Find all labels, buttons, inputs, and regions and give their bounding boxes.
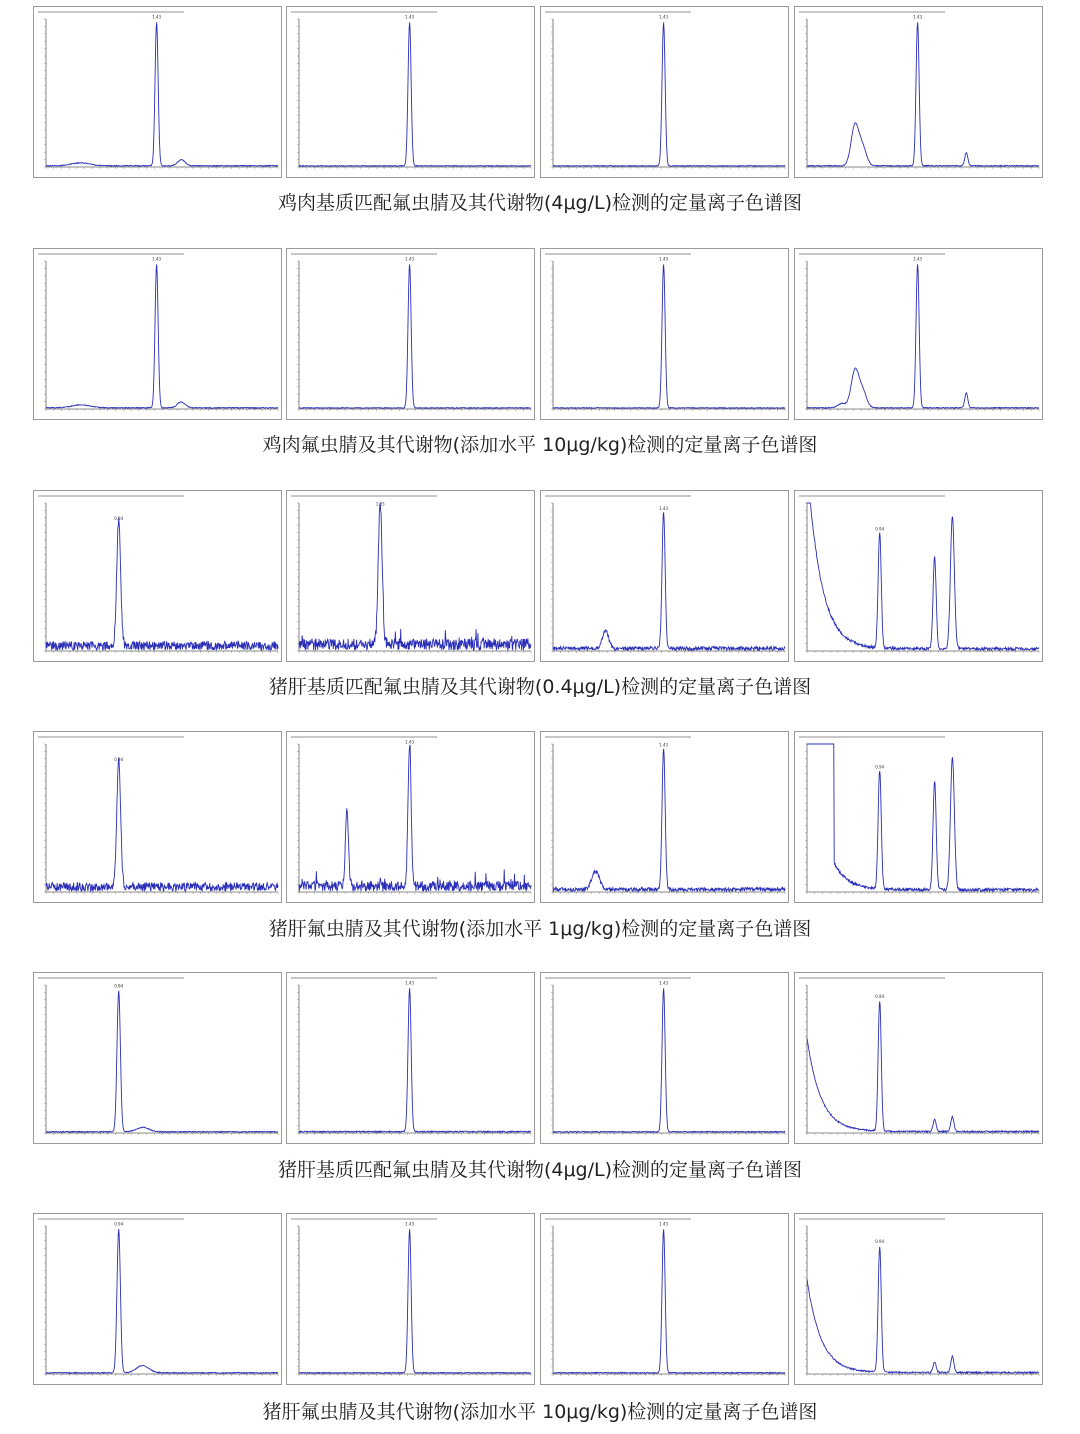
chromatogram-trace (553, 512, 785, 650)
peak-label: 1.43 (659, 505, 669, 511)
chromatogram-panel (33, 6, 282, 178)
chromatogram-svg (541, 973, 790, 1145)
chromatogram-panel (794, 6, 1043, 178)
peak-label: 0.94 (114, 516, 124, 522)
chromatogram-panel (33, 248, 282, 420)
axes (299, 985, 531, 1133)
figure-caption: 鸡肉氟虫腈及其代谢物(添加水平 10μg/kg)检测的定量离子色谱图 (262, 434, 818, 456)
chromatogram-trace (299, 1229, 531, 1373)
peak-label: 0.94 (875, 526, 885, 532)
chromatogram-svg (795, 249, 1044, 421)
peak-label: 1.43 (405, 980, 415, 986)
axes (553, 744, 785, 892)
chromatogram-trace (553, 1229, 785, 1373)
peak-label: 0.94 (875, 764, 885, 770)
chromatogram-panel (794, 248, 1043, 420)
peak-label: 1.43 (659, 256, 669, 262)
chromatogram-panel (540, 248, 789, 420)
peak-label: 1.43 (405, 14, 415, 20)
axes (553, 261, 785, 409)
chromatogram-trace (46, 758, 278, 892)
axes (807, 744, 1039, 892)
chromatogram-svg (34, 732, 283, 904)
peak-label: 1.43 (405, 256, 415, 262)
axes (46, 985, 278, 1133)
chromatogram-trace (807, 22, 1039, 166)
chromatogram-trace (46, 518, 278, 650)
chromatogram-svg (795, 7, 1044, 179)
chromatogram-svg (541, 7, 790, 179)
chromatogram-svg (34, 1214, 283, 1386)
figure-caption: 猪肝基质匹配氟虫腈及其代谢物(0.4μg/L)检测的定量离子色谱图 (268, 676, 812, 698)
chromatogram-trace (807, 1001, 1039, 1132)
chromatogram-trace (46, 991, 278, 1132)
chromatogram-panel (33, 972, 282, 1144)
chromatogram-svg (34, 7, 283, 179)
axes (553, 19, 785, 167)
axes (46, 744, 278, 892)
peak-label: 1.43 (659, 14, 669, 20)
peak-label: 1.43 (405, 739, 415, 745)
chromatogram-svg (541, 249, 790, 421)
peak-label: 0.94 (114, 757, 124, 763)
peak-label: 0.94 (875, 1239, 885, 1245)
peak-label: 1.43 (152, 14, 162, 20)
chromatogram-trace (299, 745, 531, 891)
chromatogram-panel (794, 490, 1043, 662)
chromatogram-panel (286, 1213, 535, 1385)
chromatogram-svg (795, 973, 1044, 1145)
chromatogram-trace (299, 503, 531, 650)
chromatogram-svg (795, 732, 1044, 904)
chromatogram-panel (286, 6, 535, 178)
chromatogram-svg (541, 491, 790, 663)
chromatogram-trace (46, 1229, 278, 1373)
axes (553, 503, 785, 651)
chromatogram-panel (286, 972, 535, 1144)
axes (46, 503, 278, 651)
axes (553, 1226, 785, 1374)
chromatogram-panel (540, 1213, 789, 1385)
chromatogram-panel (794, 731, 1043, 903)
chromatogram-trace (807, 264, 1039, 408)
axes (46, 261, 278, 409)
chromatogram-trace (553, 988, 785, 1132)
chromatogram-trace (807, 744, 1039, 891)
chromatogram-svg (34, 249, 283, 421)
chromatogram-trace (553, 22, 785, 166)
axes (299, 19, 531, 167)
chromatogram-trace (46, 22, 278, 166)
chromatogram-panel (286, 490, 535, 662)
chromatogram-svg (541, 732, 790, 904)
axes (807, 985, 1039, 1133)
chromatogram-svg (34, 491, 283, 663)
axes (46, 1226, 278, 1374)
chromatogram-trace (46, 264, 278, 408)
chromatogram-panel (794, 1213, 1043, 1385)
peak-label: 1.43 (659, 980, 669, 986)
chromatogram-svg (795, 1214, 1044, 1386)
chromatogram-svg (34, 973, 283, 1145)
chromatogram-svg (287, 1214, 536, 1386)
figure-caption: 鸡肉基质匹配氟虫腈及其代谢物(4μg/L)检测的定量离子色谱图 (277, 192, 803, 214)
chromatogram-trace (553, 749, 785, 892)
chromatogram-svg (795, 491, 1044, 663)
peak-label: 1.43 (913, 14, 923, 20)
figure-caption: 猪肝基质匹配氟虫腈及其代谢物(4μg/L)检测的定量离子色谱图 (277, 1159, 803, 1181)
chromatogram-trace (299, 988, 531, 1132)
axes (553, 985, 785, 1133)
chromatogram-panel (540, 490, 789, 662)
chromatogram-panel (540, 6, 789, 178)
figure-caption: 猪肝氟虫腈及其代谢物(添加水平 10μg/kg)检测的定量离子色谱图 (262, 1401, 818, 1423)
peak-label: 1.43 (152, 256, 162, 262)
chromatogram-panel (33, 1213, 282, 1385)
axes (299, 261, 531, 409)
chromatogram-svg (287, 973, 536, 1145)
peak-label: 0.94 (875, 993, 885, 999)
axes (46, 19, 278, 167)
peak-label: 1.43 (659, 1221, 669, 1227)
peak-label: 1.43 (659, 742, 669, 748)
axes (807, 261, 1039, 409)
chromatogram-trace (553, 264, 785, 408)
chromatogram-panel (286, 731, 535, 903)
chromatogram-svg (541, 1214, 790, 1386)
axes (299, 1226, 531, 1374)
axes (299, 503, 531, 651)
chromatogram-panel (33, 731, 282, 903)
chromatogram-trace (299, 264, 531, 408)
chromatogram-trace (807, 1247, 1039, 1373)
chromatogram-panel (540, 731, 789, 903)
chromatogram-svg (287, 732, 536, 904)
chromatogram-panel (33, 490, 282, 662)
axes (299, 744, 531, 892)
chromatogram-panel (794, 972, 1043, 1144)
axes (807, 503, 1039, 651)
peak-label: 0.94 (114, 983, 124, 989)
chromatogram-trace (299, 22, 531, 166)
peak-label: 0.94 (114, 1221, 124, 1227)
chromatogram-svg (287, 7, 536, 179)
chromatogram-svg (287, 249, 536, 421)
peak-label: 1.05 (375, 501, 385, 507)
chromatogram-panel (540, 972, 789, 1144)
axes (807, 1226, 1039, 1374)
peak-label: 1.43 (913, 256, 923, 262)
figure-caption: 猪肝氟虫腈及其代谢物(添加水平 1μg/kg)检测的定量离子色谱图 (268, 918, 812, 940)
axes (807, 19, 1039, 167)
chromatogram-svg (287, 491, 536, 663)
chromatogram-panel (286, 248, 535, 420)
chromatogram-trace (807, 503, 1039, 650)
peak-label: 1.43 (405, 1221, 415, 1227)
